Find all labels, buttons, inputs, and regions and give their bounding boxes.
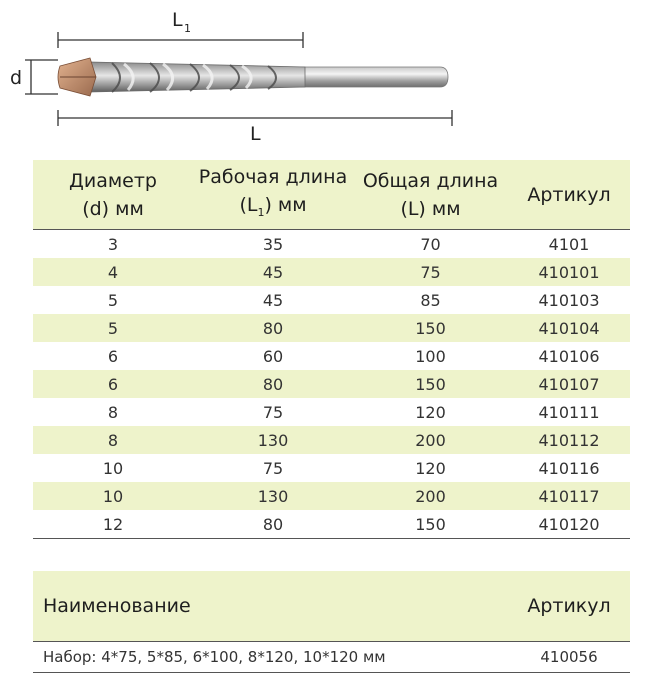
set-header-row [33,571,630,642]
header-diameter: Диаметр (d) мм [33,160,193,230]
cell-working-length: 75 [262,402,284,422]
table-row [33,510,630,539]
cell-total-length: 150 [353,314,508,342]
cell-total-length: 150 [353,370,508,398]
cell-diameter: 3 [107,234,119,254]
cell-working-length: 80 [193,510,353,539]
cell-working-length: 130 [193,482,353,510]
l1-dimension [58,9,303,48]
table-row [33,370,630,398]
spec-table-body [33,230,630,539]
cell-working-length: 45 [262,290,284,310]
spec-table [33,160,630,539]
table-row [33,482,630,510]
cell-article: 410101 [508,258,630,286]
cell-diameter: 6 [33,370,193,398]
table-row [33,314,630,342]
table-row [33,258,630,286]
cell-diameter: 10 [102,458,124,478]
d-dimension [10,60,58,94]
table-row [33,642,630,673]
cell-diameter: 5 [33,314,193,342]
cell-total-length: 120 [415,402,446,422]
cell-diameter: 5 [107,290,119,310]
cell-working-length: 35 [262,234,284,254]
cell-total-length: 200 [353,426,508,454]
table-row [33,426,630,454]
cell-total-length: 70 [420,234,441,254]
cell-working-length: 75 [262,458,284,478]
cell-article: 410116 [538,458,600,478]
d-label: d [10,67,23,89]
header-name: Наименование [33,571,508,642]
cell-working-length: 45 [193,258,353,286]
drill-bit-image [58,58,448,96]
cell-article: 410120 [508,510,630,539]
cell-diameter: 8 [107,402,119,422]
cell-diameter: 8 [33,426,193,454]
table-row [33,454,630,482]
header-set-article: Артикул [508,571,630,642]
drill-drawing [0,0,669,150]
set-table [33,571,630,673]
cell-diameter: 12 [33,510,193,539]
header-article: Артикул [508,160,630,230]
cell-article: 410111 [538,402,600,422]
cell-total-length: 100 [415,346,446,366]
l-dimension [58,110,452,145]
cell-article: 410112 [508,426,630,454]
cell-working-length: 80 [193,314,353,342]
l1-label-sub: 1 [184,22,191,35]
cell-diameter: 6 [107,346,119,366]
l-label: L [250,123,261,145]
table-row [33,398,630,426]
cell-total-length: 85 [420,290,441,310]
cell-total-length: 120 [415,458,446,478]
cell-diameter: 4 [33,258,193,286]
table-row [33,342,630,370]
cell-set-article: 410056 [508,642,630,673]
header-working-length: Рабочая длина $(L_1)$ мм [193,160,353,230]
spec-header-row [33,160,630,230]
cell-article: 4101 [548,234,590,254]
cell-article: 410104 [508,314,630,342]
cell-working-length: 60 [262,346,284,366]
cell-total-length: 200 [353,482,508,510]
cell-total-length: 150 [353,510,508,539]
cell-article: 410103 [538,290,600,310]
cell-working-length: 80 [193,370,353,398]
set-table-body [33,642,630,673]
cell-article: 410107 [508,370,630,398]
cell-working-length: 130 [193,426,353,454]
cell-set-name: Набор: 4*75, 5*85, 6*100, 8*120, 10*120 мм [33,642,508,673]
l1-label: L [172,9,183,31]
cell-diameter: 10 [33,482,193,510]
cell-total-length: 75 [353,258,508,286]
header-total-length: Общая длина (L) мм [353,160,508,230]
cell-article: 410106 [538,346,600,366]
cell-article: 410117 [508,482,630,510]
table-row [33,230,630,259]
table-row [33,286,630,314]
